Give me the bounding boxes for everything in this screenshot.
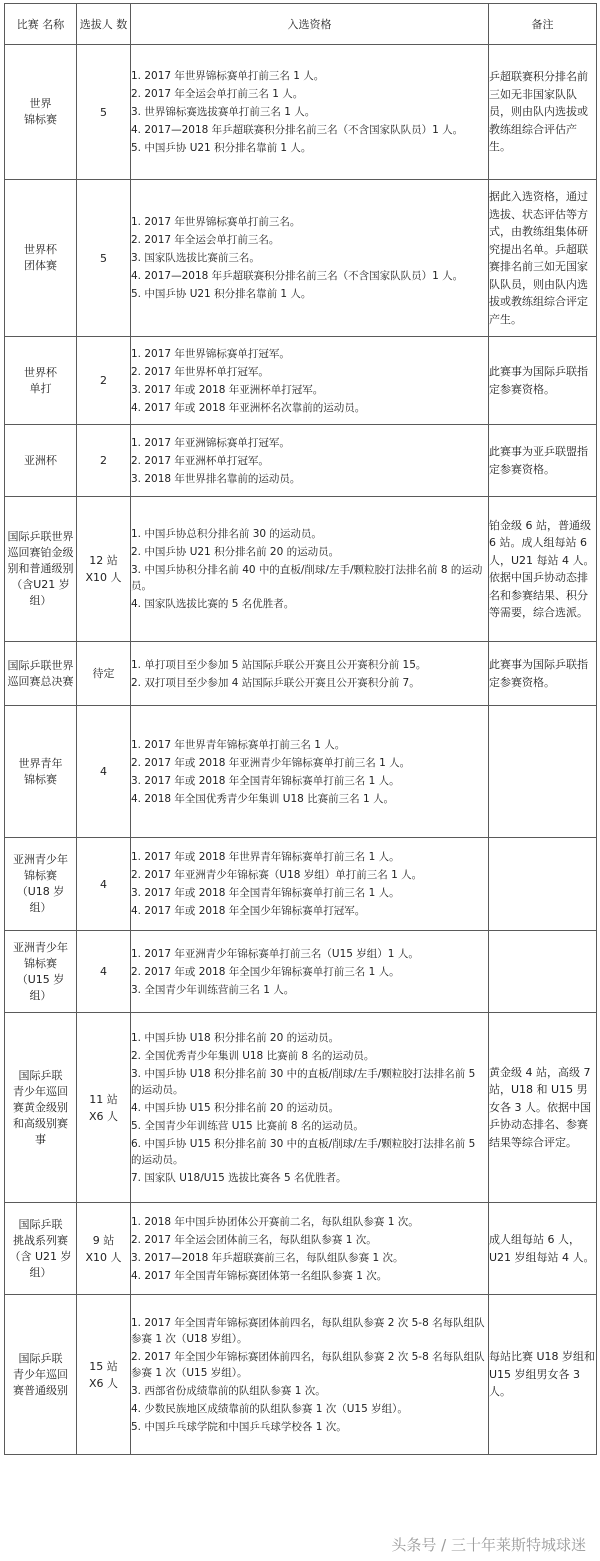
criteria-item: 1. 2017 年世界锦标赛单打冠军。 — [131, 347, 290, 360]
criteria-cell — [131, 1203, 489, 1295]
criteria-cell — [131, 838, 489, 931]
event-name: 国际乒联世界巡回赛铂金级别和普通级别（含U21 岁组） — [5, 497, 77, 642]
criteria-item: 3. 西部省份成绩靠前的队组队参赛 1 次。 — [131, 1384, 326, 1397]
watermark: 头条号 / 三十年莱斯特城球迷 — [391, 1536, 586, 1554]
selection-count: 15 站 X6 人 — [77, 1295, 131, 1455]
selection-count: 11 站 X6 人 — [77, 1013, 131, 1203]
criteria-item: 2. 2017 年亚洲青少年锦标赛（U18 岁组）单打前三名 1 人。 — [131, 869, 423, 881]
event-name: 亚洲青少年 锦标赛 （U18 岁 组） — [5, 838, 77, 931]
criteria-item: 3. 2018 年世界排名靠前的运动员。 — [131, 472, 301, 485]
criteria-item: 3. 国家队选拔比赛前三名。 — [131, 252, 260, 264]
criteria-item: 1. 2017 年世界锦标赛单打前三名。 — [131, 216, 301, 228]
note-cell: 此赛事为国际乒联指定参赛资格。 — [489, 337, 597, 425]
selection-count: 4 — [77, 838, 131, 931]
criteria-item: 4. 2017 年全国青年锦标赛团体第一名组队参赛 1 次。 — [131, 1269, 388, 1282]
criteria-item: 4. 2017 年或 2018 年亚洲杯名次靠前的运动员。 — [131, 401, 366, 414]
criteria-item: 3. 2017—2018 年乒超联赛前三名，每队组队参赛 1 次。 — [131, 1251, 404, 1264]
event-name: 亚洲杯 — [5, 425, 77, 497]
note-cell — [489, 706, 597, 838]
criteria-item: 2. 2017 年全运会团体前三名，每队组队参赛 1 次。 — [131, 1233, 377, 1246]
criteria-cell — [131, 1013, 489, 1203]
criteria-cell — [131, 337, 489, 425]
table-row — [5, 337, 597, 425]
criteria-item: 2. 双打项目至少参加 4 站国际乒联公开赛且公开赛积分前 7。 — [131, 676, 420, 689]
selection-count: 9 站 X10 人 — [77, 1203, 131, 1295]
table-row — [5, 497, 597, 642]
criteria-item: 1. 单打项目至少参加 5 站国际乒联公开赛且公开赛积分前 15。 — [131, 658, 427, 671]
criteria-item: 4. 2017—2018 年乒超联赛积分排名前三名（不含国家队队员）1 人。 — [131, 124, 464, 136]
criteria-item: 5. 中国乒协 U21 积分排名靠前 1 人。 — [131, 288, 312, 300]
table-row — [5, 838, 597, 931]
criteria-item: 6. 中国乒协 U15 积分排名前 30 中的直板/削球/左手/颗粒胶打法排名前 5 的运动员。 — [131, 1137, 476, 1166]
criteria-item: 3. 2017 年或 2018 年亚洲杯单打冠军。 — [131, 383, 324, 396]
table-row — [5, 1013, 597, 1203]
criteria-cell — [131, 497, 489, 642]
criteria-item: 2. 2017 年全运会单打前三名 1 人。 — [131, 88, 304, 100]
criteria-cell — [131, 931, 489, 1013]
criteria-item: 1. 2017 年亚洲锦标赛单打冠军。 — [131, 436, 290, 449]
criteria-item: 1. 2018 年中国乒协团体公开赛前二名，每队组队参赛 1 次。 — [131, 1215, 419, 1228]
criteria-item: 3. 中国乒协积分排名前 40 中的直板/削球/左手/颗粒胶打法排名前 8 的运动员。 — [131, 564, 483, 592]
event-name: 世界杯 团体赛 — [5, 180, 77, 337]
criteria-item: 1. 2017 年全国青年锦标赛团体前四名，每队组队参赛 2 次 5-8 名每队组队参赛 1 次（U18 岁组）。 — [131, 1316, 485, 1345]
criteria-item: 4. 中国乒协 U15 积分排名前 20 的运动员。 — [131, 1101, 340, 1114]
criteria-item: 1. 中国乒协总积分排名前 30 的运动员。 — [131, 528, 322, 540]
selection-count: 2 — [77, 425, 131, 497]
selection-count: 2 — [77, 337, 131, 425]
header-note: 备注 — [489, 4, 597, 45]
criteria-item: 5. 中国乒协 U21 积分排名靠前 1 人。 — [131, 142, 312, 154]
table-row — [5, 931, 597, 1013]
table-row — [5, 1295, 597, 1455]
table-row — [5, 1203, 597, 1295]
note-cell: 据此入选资格，通过选拔、状态评估等方式，由教练组集体研究提出名单。乒超联赛排名前三如无国家队队员，则由队内选拔或教练组综合评定产生。 — [489, 180, 597, 337]
selection-table — [4, 3, 597, 1455]
header-row — [5, 4, 597, 45]
note-cell — [489, 931, 597, 1013]
criteria-cell — [131, 1295, 489, 1455]
event-name: 国际乒联 挑战系列赛 （含 U21 岁 组） — [5, 1203, 77, 1295]
criteria-item: 5. 全国青少年训练营 U15 比赛前 8 名的运动员。 — [131, 1119, 364, 1132]
note-cell: 铂金级 6 站，普通级 6 站。成人组每站 6 人，U21 每站 4 人。依据中国乒协动态排名和参赛结果、积分等需要，综合选派。 — [489, 497, 597, 642]
selection-count: 4 — [77, 706, 131, 838]
selection-count: 5 — [77, 45, 131, 180]
criteria-cell — [131, 642, 489, 706]
table-row — [5, 706, 597, 838]
criteria-item: 1. 2017 年世界青年锦标赛单打前三名 1 人。 — [131, 738, 346, 751]
criteria-item: 4. 国家队选拔比赛的 5 名优胜者。 — [131, 598, 295, 610]
criteria-item: 4. 2017—2018 年乒超联赛积分排名前三名（不含国家队队员）1 人。 — [131, 270, 464, 282]
note-cell: 黄金级 4 站，高级 7 站，U18 和 U15 男女各 3 人。依据中国乒协动态排名、参赛结果等综合评定。 — [489, 1013, 597, 1203]
criteria-item: 4. 2017 年或 2018 年全国少年锦标赛单打冠军。 — [131, 905, 366, 917]
selection-count: 待定 — [77, 642, 131, 706]
note-cell: 此赛事为亚乒联盟指定参赛资格。 — [489, 425, 597, 497]
note-cell: 此赛事为国际乒联指定参赛资格。 — [489, 642, 597, 706]
table-row — [5, 642, 597, 706]
criteria-item: 3. 2017 年或 2018 年全国青年锦标赛单打前三名 1 人。 — [131, 887, 400, 899]
criteria-cell — [131, 425, 489, 497]
header-criteria: 入选资格 — [131, 4, 489, 45]
criteria-item: 1. 中国乒协 U18 积分排名前 20 的运动员。 — [131, 1031, 340, 1044]
criteria-item: 3. 中国乒协 U18 积分排名前 30 中的直板/削球/左手/颗粒胶打法排名前 5 的运动员。 — [131, 1067, 476, 1096]
criteria-item: 2. 2017 年全国少年锦标赛团体前四名，每队组队参赛 2 次 5-8 名每队组队参赛 1 次（U15 岁组）。 — [131, 1350, 485, 1379]
table-row — [5, 425, 597, 497]
criteria-item: 2. 2017 年或 2018 年全国少年锦标赛单打前三名 1 人。 — [131, 965, 400, 978]
selection-count: 12 站 X10 人 — [77, 497, 131, 642]
criteria-item: 3. 世界锦标赛选拔赛单打前三名 1 人。 — [131, 106, 316, 118]
selection-count: 5 — [77, 180, 131, 337]
criteria-item: 3. 全国青少年训练营前三名 1 人。 — [131, 983, 295, 996]
note-cell: 每站比赛 U18 岁组和 U15 岁组男女各 3 人。 — [489, 1295, 597, 1455]
criteria-item: 2. 2017 年全运会单打前三名。 — [131, 234, 280, 246]
criteria-item: 5. 中国乒乓球学院和中国乒乓球学校各 1 次。 — [131, 1420, 347, 1433]
criteria-cell — [131, 180, 489, 337]
criteria-cell — [131, 45, 489, 180]
criteria-item: 3. 2017 年或 2018 年全国青年锦标赛单打前三名 1 人。 — [131, 774, 400, 787]
header-name: 比赛 名称 — [5, 4, 77, 45]
selection-count: 4 — [77, 931, 131, 1013]
criteria-item: 4. 2018 年全国优秀青少年集训 U18 比赛前三名 1 人。 — [131, 792, 394, 805]
criteria-cell — [131, 706, 489, 838]
criteria-item: 2. 全国优秀青少年集训 U18 比赛前 8 名的运动员。 — [131, 1049, 375, 1062]
criteria-item: 1. 2017 年世界锦标赛单打前三名 1 人。 — [131, 70, 325, 82]
note-cell — [489, 838, 597, 931]
event-name: 世界 锦标赛 — [5, 45, 77, 180]
criteria-item: 1. 2017 年或 2018 年世界青年锦标赛单打前三名 1 人。 — [131, 851, 400, 863]
criteria-item: 7. 国家队 U18/U15 选拔比赛各 5 名优胜者。 — [131, 1171, 347, 1184]
event-name: 国际乒联 青少年巡回 赛黄金级别 和高级别赛 事 — [5, 1013, 77, 1203]
note-cell: 成人组每站 6 人，U21 岁组每站 4 人。 — [489, 1203, 597, 1295]
criteria-item: 4. 少数民族地区成绩靠前的队组队参赛 1 次（U15 岁组）。 — [131, 1402, 408, 1415]
table-row — [5, 45, 597, 180]
note-cell: 乒超联赛积分排名前三如无非国家队队员，则由队内选拔或教练组综合评估产生。 — [489, 45, 597, 180]
event-name: 国际乒联世界巡回赛总决赛 — [5, 642, 77, 706]
criteria-item: 1. 2017 年亚洲青少年锦标赛单打前三名（U15 岁组）1 人。 — [131, 947, 419, 960]
event-name: 世界青年 锦标赛 — [5, 706, 77, 838]
criteria-item: 2. 2017 年或 2018 年亚洲青少年锦标赛单打前三名 1 人。 — [131, 756, 411, 769]
event-name: 亚洲青少年 锦标赛 （U15 岁 组） — [5, 931, 77, 1013]
criteria-item: 2. 2017 年亚洲杯单打冠军。 — [131, 454, 269, 467]
criteria-item: 2. 2017 年世界杯单打冠军。 — [131, 365, 269, 378]
event-name: 国际乒联 青少年巡回 赛普通级别 — [5, 1295, 77, 1455]
table-row — [5, 180, 597, 337]
header-count: 选拔人 数 — [77, 4, 131, 45]
event-name: 世界杯 单打 — [5, 337, 77, 425]
criteria-item: 2. 中国乒协 U21 积分排名前 20 的运动员。 — [131, 546, 340, 558]
